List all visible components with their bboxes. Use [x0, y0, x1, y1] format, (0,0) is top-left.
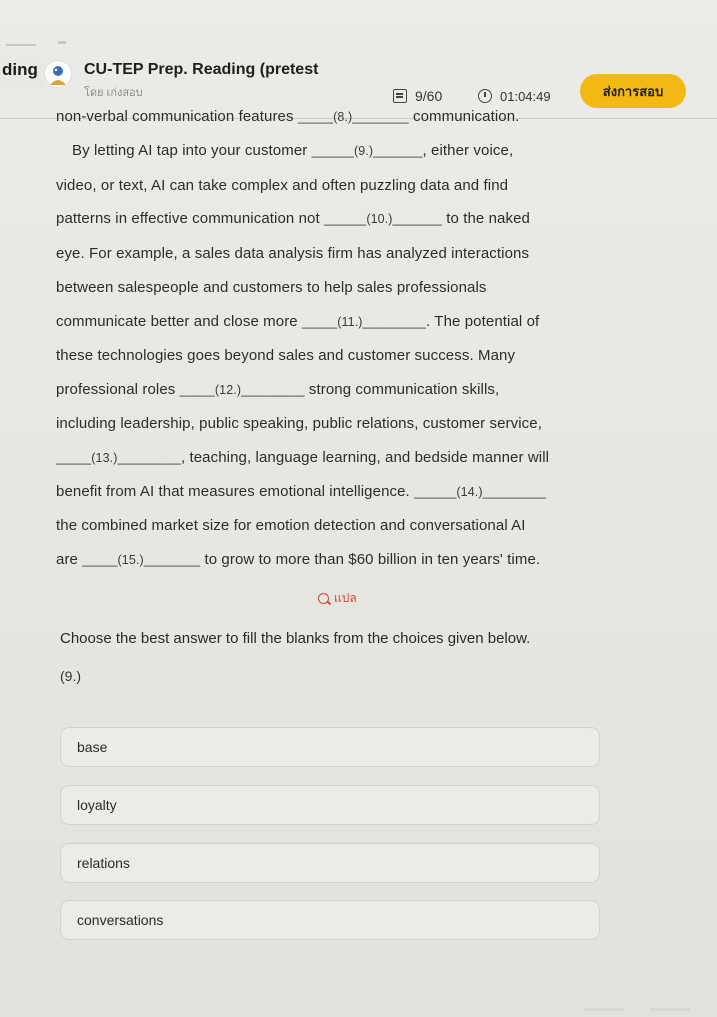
footer-bar — [650, 1008, 690, 1011]
passage-line — [56, 313, 616, 330]
passage-text: , either voice, — [422, 142, 514, 159]
thumb-topbar — [0, 38, 70, 54]
passage-line — [56, 449, 616, 466]
passage-line: the combined market size for emotion detection and conversational AI — [56, 517, 526, 534]
passage-line — [56, 483, 616, 500]
blank-12: _____(12.)_________ — [179, 383, 305, 397]
passage-line — [72, 142, 632, 159]
avatar-icon — [45, 61, 71, 87]
option-label: relations — [77, 855, 130, 871]
passage-line — [56, 108, 616, 125]
passage-line — [56, 551, 616, 568]
passage-text: non-verbal communication features — [56, 108, 294, 125]
passage-text: are — [56, 551, 78, 568]
blank-13: _____(13.)_________ — [56, 451, 181, 465]
passage-text: . The potential of — [426, 313, 540, 330]
passage-text: benefit from AI that measures emotional intelligence. — [56, 483, 410, 500]
blank-14: ______(14.)_________ — [414, 485, 547, 499]
passage-text: professional roles — [56, 381, 176, 398]
translate-link[interactable] — [318, 589, 357, 608]
blank-8: _____(8.)________ — [297, 110, 409, 124]
search-icon — [318, 593, 329, 604]
passage-text: , teaching, language learning, and bedside manner will — [180, 449, 550, 466]
passage-line — [56, 210, 616, 227]
passage-line: between salespeople and customers to help sales professionals — [56, 279, 487, 296]
passage-line: video, or text, AI can take complex and often puzzling data and find — [56, 177, 509, 194]
list-icon — [393, 89, 407, 103]
blank-10: ______(10.)_______ — [324, 212, 442, 226]
course-tag: ding — [2, 60, 38, 79]
avatar[interactable] — [44, 60, 72, 88]
passage-text: communicate better and close more — [56, 313, 298, 330]
course-thumbnail — [0, 58, 44, 88]
translate-label: แปล — [334, 591, 357, 605]
progress-count: 9/60 — [415, 88, 443, 104]
passage-text: By letting AI tap into your customer — [72, 142, 308, 159]
answer-option-loyalty[interactable] — [60, 785, 600, 825]
clock-icon — [478, 89, 492, 103]
thumb-bar — [6, 44, 36, 46]
passage-text: to the naked — [446, 210, 530, 227]
blank-15: _____(15.)________ — [82, 553, 201, 567]
answer-option-conversations[interactable] — [60, 900, 600, 940]
passage-text: to grow to more than $60 billion in ten years' time. — [204, 551, 541, 568]
passage-text: patterns in effective communication not — [56, 210, 320, 227]
passage-line — [56, 381, 616, 398]
passage-line: including leadership, public speaking, public relations, customer service, — [56, 415, 542, 432]
passage-line: eye. For example, a sales data analysis firm has analyzed interactions — [56, 245, 530, 262]
passage-text: communication. — [412, 108, 520, 125]
blank-9: ______(9.)_______ — [311, 144, 423, 158]
course-author: โดย เก่งสอบ — [84, 87, 143, 99]
option-label: loyalty — [77, 797, 117, 813]
question-instruction: Choose the best answer to fill the blanks from the choices given below. — [60, 630, 531, 647]
timer-value: 01:04:49 — [500, 88, 551, 104]
option-label: conversations — [77, 912, 164, 928]
thumb-dot — [58, 41, 66, 44]
passage-line: these technologies goes beyond sales and customer success. Many — [56, 347, 516, 364]
course-title: CU-TEP Prep. Reading (pretest — [84, 61, 319, 78]
timer — [478, 86, 551, 106]
footer-bar — [584, 1008, 624, 1011]
answer-option-base[interactable] — [60, 727, 600, 767]
submit-exam-button[interactable]: ส่งการสอบ — [580, 74, 686, 108]
question-progress — [393, 86, 442, 106]
option-label: base — [77, 739, 108, 755]
blank-11: _____(11.)_________ — [302, 315, 427, 329]
question-number: (9.) — [60, 668, 81, 684]
answer-option-relations[interactable] — [60, 843, 600, 883]
passage-text: strong communication skills, — [308, 381, 500, 398]
